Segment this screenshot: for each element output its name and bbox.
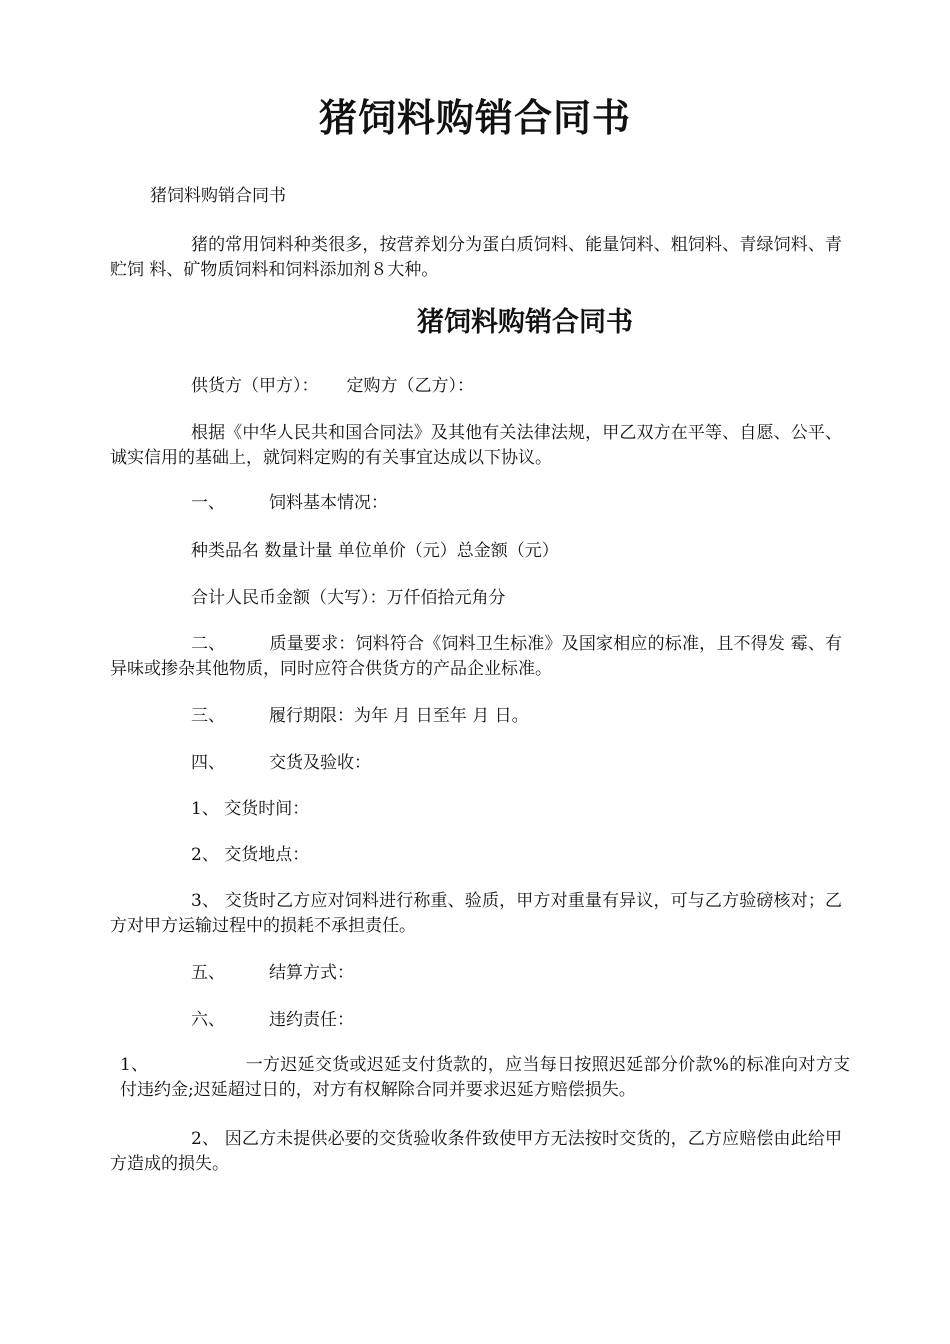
breach-item-1	[110, 1053, 850, 1103]
delivery-item-1-number: 1、	[191, 799, 219, 819]
delivery-item-1	[110, 797, 842, 822]
section-2-title: 质量要求：饲料符合《饲料卫生标准》及国家相应的标准，且不得发 霉、有异味或掺杂其他物质，同时应符合供货方的产品企业标准。	[110, 634, 843, 679]
delivery-item-1-text: 交货时间：	[224, 799, 310, 819]
section-1	[110, 491, 842, 516]
delivery-item-3-number: 3、	[191, 891, 220, 911]
section-1-title: 饲料基本情况：	[269, 493, 388, 513]
intro-heading: 猪饲料购销合同书	[150, 186, 286, 206]
section-6-number: 六、	[191, 1010, 225, 1030]
supplier-label: 供货方（甲方）：	[191, 376, 319, 396]
section-6	[110, 1008, 842, 1033]
delivery-item-3-text: 交货时乙方应对饲料进行称重、验质，甲方对重量有异议，可与乙方验磅核对；乙方对甲方运输过程中的损耗不承担责任。	[110, 891, 842, 936]
breach-item-1-number: 1、	[120, 1055, 149, 1075]
section-1-number: 一、	[191, 493, 225, 513]
breach-item-2-number: 2、	[191, 1129, 220, 1149]
section-5-number: 五、	[191, 963, 225, 983]
section-3	[110, 704, 842, 729]
delivery-item-2-number: 2、	[191, 845, 219, 865]
section-3-number: 三、	[191, 706, 225, 726]
breach-item-2	[110, 1127, 842, 1177]
breach-item-2-text: 因乙方未提供必要的交货验收条件致使甲方无法按时交货的，乙方应赔偿由此给甲方造成的损失。	[110, 1129, 842, 1174]
section-2-number: 二、	[191, 634, 226, 654]
document-title: 猪饲料购销合同书	[318, 96, 631, 140]
section-4-title: 交货及验收：	[269, 753, 371, 773]
contract-title: 猪饲料购销合同书	[417, 307, 633, 338]
section-3-title: 履行期限：为年 月 日至年 月 日。	[269, 706, 529, 726]
section-4	[110, 751, 842, 776]
contract-basis: 根据《中华人民共和国合同法》及其他有关法律法规，甲乙双方在平等、自愿、公平、诚实信用的基础上，就饲料定购的有关事宜达成以下协议。	[110, 423, 842, 468]
section-5	[110, 961, 842, 986]
section-4-number: 四、	[191, 753, 225, 773]
delivery-item-3	[110, 889, 842, 939]
section-2	[110, 632, 842, 682]
delivery-item-2	[110, 843, 842, 868]
section-5-title: 结算方式：	[269, 963, 354, 983]
delivery-item-2-text: 交货地点：	[224, 845, 310, 865]
total-amount-line: 合计人民币金额（大写）：万仟佰拾元角分	[191, 588, 506, 608]
breach-item-1-text: 一方迟延交货或迟延支付货款的，应当每日按照迟延部分价款%的标准向对方支付违约金;迟延超过日的，对方有权解除合同并要求迟延方赔偿损失。	[120, 1055, 850, 1100]
parties-line	[110, 374, 842, 399]
buyer-label: 定购方（乙方）：	[346, 376, 474, 396]
goods-table-header: 种类品名 数量计量 单位单价（元）总金额（元）	[191, 541, 559, 561]
intro-paragraph: 猪的常用饲料种类很多，按营养划分为蛋白质饲料、能量饲料、粗饲料、青绿饲料、青贮饲 料、矿物质饲料和饲料添加剂８大种。	[110, 235, 842, 280]
section-6-title: 违约责任：	[269, 1010, 354, 1030]
